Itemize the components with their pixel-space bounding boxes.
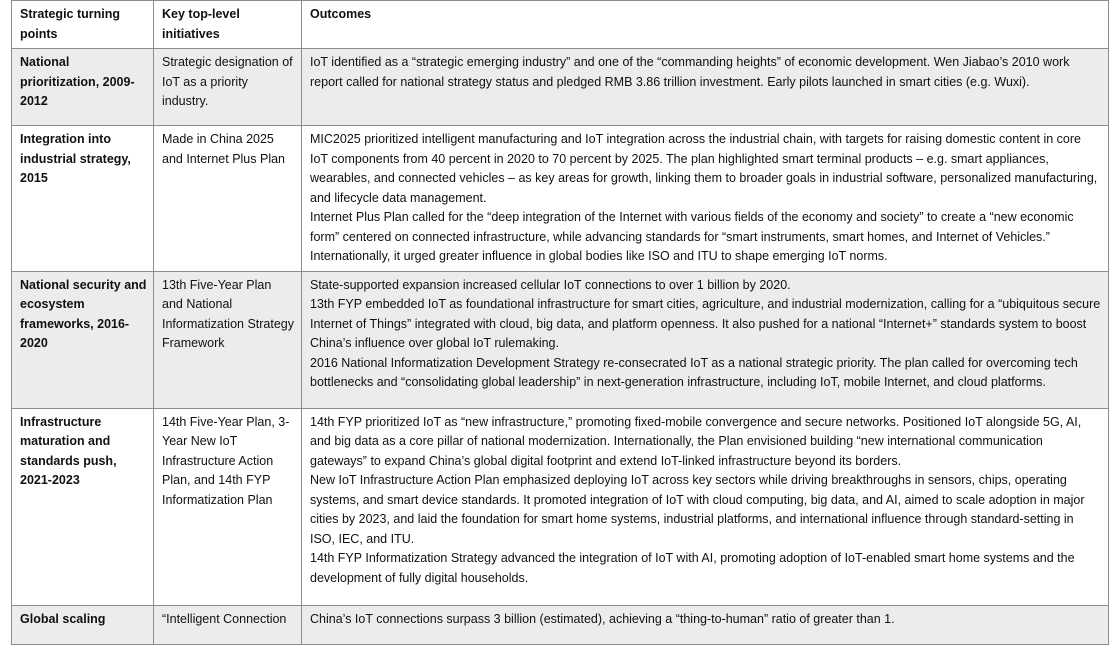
initiatives-cell: Strategic designation of IoT as a priority industry. xyxy=(154,49,302,126)
outcome-paragraph: China’s IoT connections surpass 3 billion (estimated), achieving a “thing-to-human” ratio of greater than 1. xyxy=(310,611,895,626)
header-initiatives: Key top-level initiatives xyxy=(154,1,302,49)
outcome-paragraph: 2016 National Informatization Development Strategy re-consecrated IoT as a national strategic priority. The plan called for overcoming tech bottlenecks and “consolidating global leadership” in next-generation infrastructure, including IoT, mobile Internet, and cloud platforms. xyxy=(310,355,1078,389)
table-row xyxy=(12,126,1109,272)
header-row xyxy=(12,1,1109,49)
outcomes-cell xyxy=(302,126,1109,272)
outcomes-cell xyxy=(302,49,1109,126)
table-row xyxy=(12,49,1109,126)
outcome-paragraph: 14th FYP Informatization Strategy advanced the integration of IoT with AI, promoting adoption of IoT-enabled smart home systems and the development of fully digital households. xyxy=(310,551,1075,585)
table-row xyxy=(12,271,1109,408)
outcomes-cell xyxy=(302,408,1109,605)
outcome-paragraph: IoT identified as a “strategic emerging industry” and one of the “commanding heights” of economic development. Wen Jiabao’s 2010 work report called for national strategy status and pledged RMB 3.86 trillion investment. Early pilots launched in smart cities (e.g. Wuxi). xyxy=(310,55,1070,89)
outcome-paragraph: 14th FYP prioritized IoT as “new infrastructure,” promoting fixed-mobile convergence and secure networks. Positioned IoT alongside 5G, AI, and big data as a core pillar of national modernization. Internationally, the Plan envisioned building “new international communication gateways” to expand China’s global digital footprint and extend IoT-linked infrastructure beyond its borders. xyxy=(310,414,1082,468)
initiatives-cell: 14th Five-Year Plan, 3-Year New IoT Infrastructure Action Plan, and 14th FYP Informatization Plan xyxy=(154,408,302,605)
outcomes-cell xyxy=(302,605,1109,644)
outcome-paragraph: State-supported expansion increased cellular IoT connections to over 1 billion by 2020. xyxy=(310,277,791,292)
initiatives-cell: “Intelligent Connection xyxy=(154,605,302,644)
header-outcomes: Outcomes xyxy=(302,1,1109,49)
turning-point-cell: Infrastructure maturation and standards push, 2021-2023 xyxy=(12,408,154,605)
outcome-paragraph: 13th FYP embedded IoT as foundational infrastructure for smart cities, agriculture, and industrial modernization, calling for a “ubiquitous secure Internet of Things” integrated with cloud, big data, and platform openness. It also pushed for a national “Internet+” standards system to boost China’s influence over global IoT rulemaking. xyxy=(310,297,1101,350)
initiatives-cell: Made in China 2025 and Internet Plus Plan xyxy=(154,126,302,272)
outcomes-cell xyxy=(302,271,1109,408)
turning-point-cell: Global scaling xyxy=(12,605,154,644)
outcome-paragraph: New IoT Infrastructure Action Plan emphasized deploying IoT across key sectors while driving breakthroughs in sensors, chips, operating systems, and smart device standards. It promoted integration of IoT with cloud computing, big data, and AI, aimed to scale adoption in major cities by 2023, and laid the foundation for smart home systems, industrial platforms, and international influence through standard-setting in ISO, IEC, and ITU. xyxy=(310,473,1085,546)
initiatives-cell: 13th Five-Year Plan and National Informatization Strategy Framework xyxy=(154,271,302,408)
turning-point-cell: National security and ecosystem frameworks, 2016-2020 xyxy=(12,271,154,408)
turning-point-cell: Integration into industrial strategy, 2015 xyxy=(12,126,154,272)
table-row xyxy=(12,408,1109,605)
outcome-paragraph: Internet Plus Plan called for the “deep integration of the Internet with various fields of the economy and society” to create a “new economic form” centered on connected infrastructure, while advancing standards for “smart instruments, smart homes, and Internet of Vehicles.” Internationally, it urged greater influence in global bodies like ISO and ITU to shape emerging IoT norms. xyxy=(310,210,1074,263)
table-row xyxy=(12,605,1109,644)
iot-strategy-table xyxy=(11,0,1109,645)
turning-point-cell: National prioritization, 2009-2012 xyxy=(12,49,154,126)
header-turning-points: Strategic turning points xyxy=(12,1,154,49)
outcome-paragraph: MIC2025 prioritized intelligent manufacturing and IoT integration across the industrial chain, with targets for raising domestic content in core IoT components from 40 percent in 2020 to 70 percent by 2025. The plan highlighted smart terminal products – e.g. smart appliances, wearables, and connected vehicles – as key areas for growth, linking them to broader goals in industrial software, personalized manufacturing, and lifecycle data management. xyxy=(310,132,1098,205)
